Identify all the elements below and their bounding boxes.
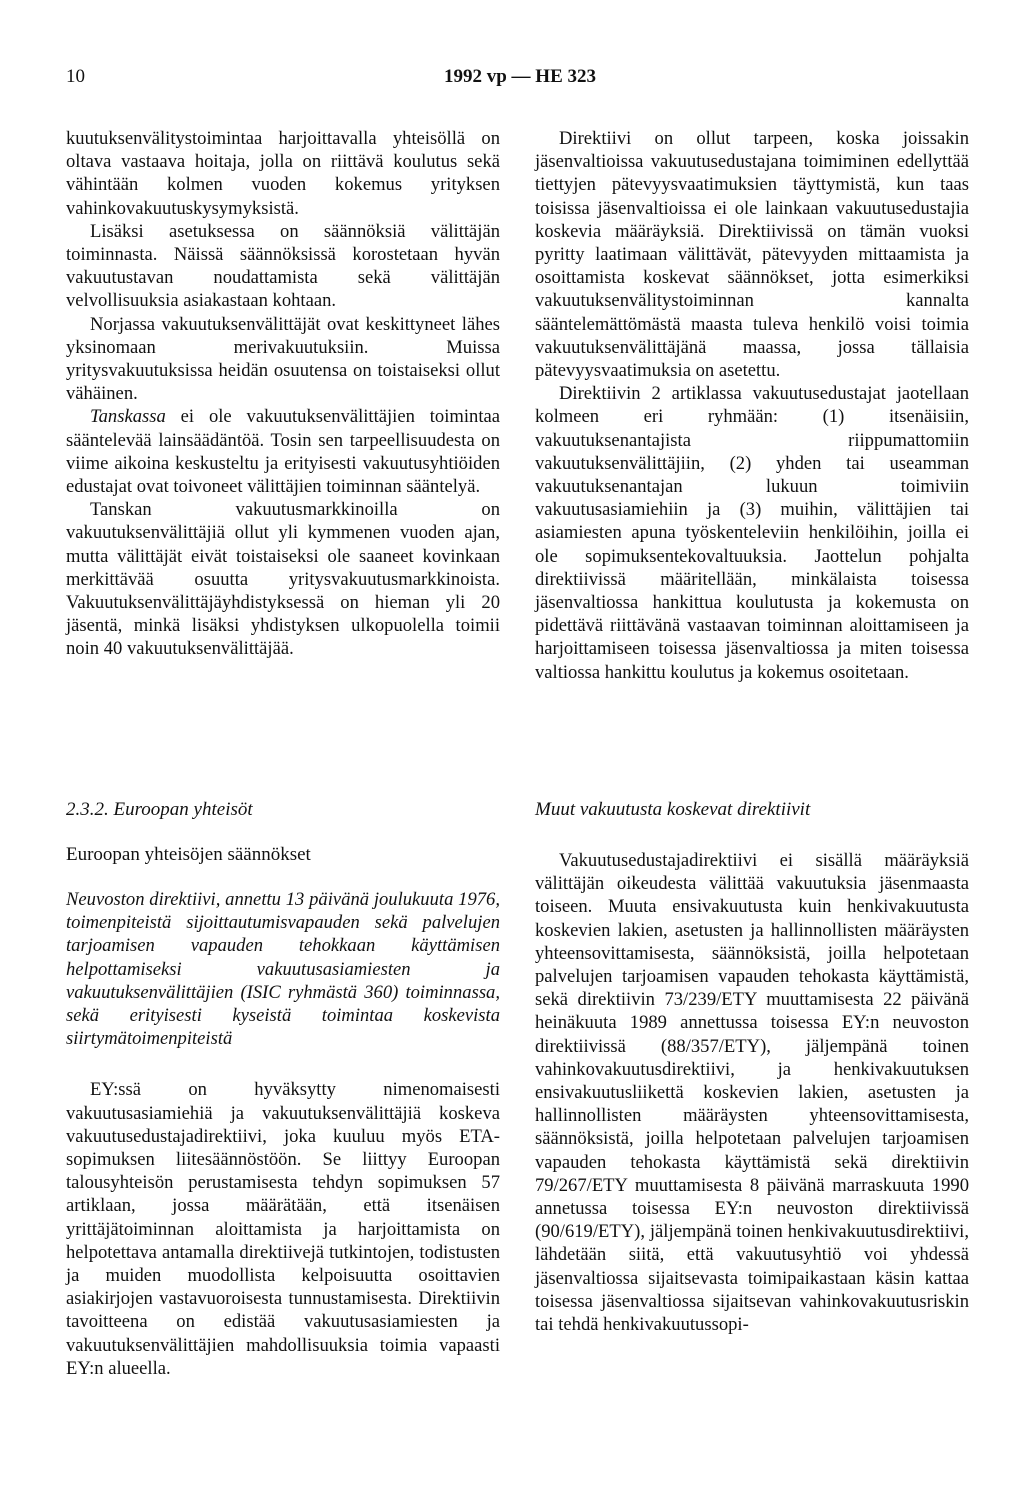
section-heading: 2.3.2. Euroopan yhteisöt: [66, 799, 253, 820]
paragraph: Lisäksi asetuksessa on säännöksiä välittäjän toiminnasta. Näissä säännöksissä korostetaan hyvän vakuutustavan noudattamista sekä välittäjän velvollisuuksia asiakastaan kohtaan.: [66, 220, 500, 312]
paragraph: Vakuutusedustajadirektiivi ei sisällä määräyksiä välittäjän oikeudesta välittää vakuutuksia jäsenmaasta toiseen. Muuta ensivakuutusta kuin henkivakuutusta koskevien lakien, asetusten ja hallinnollisten määräysten yhteensovittamisesta, säännöksistä, joilla helpotetaan palvelujen tarjoamisen vapauden tehokasta käyttämistä, sekä direktiivin 73/239/ETY muuttamisesta 22 päivänä heinäkuuta 1989 annettussa toisessa EY:n neuvoston direktiivissä (88/357/ETY), jäljempänä toinen vahinkovakuutusdirektiivi, ja henkivakuutuksen ensivakuutusliikettä koskevien lakien, asetusten ja hallinnollisten määräysten yhteensovittamisesta, säännöksistä, joilla helpotetaan palvelujen tarjoamisen vapauden tehokasta käyttämistä sekä direktiivin 79/267/ETY muuttamisesta 8 päivänä marraskuuta 1990 annetussa toisessa EY:n neuvoston direktiivissä (90/619/ETY), jäljempänä toinen henkivakuutusdirektiivi, lähdetään siitä, että vakuutusyhtiö voi yhdessä jäsenvaltiossa sijaitsevasta toimipaikastaan käsin kattaa toisessa jäsenvaltiossa sijaitsevan vahinkovakuutusriskin tai tehdä henkivakuutussopi-: [535, 850, 969, 1336]
paragraph: EY:ssä on hyväksytty nimenomaisesti vakuutusasiamiehiä ja vakuutuksenvälittäjiä koskeva vakuutusedustajadirektiivi, joka kuuluu myös ETA-sopimuksen liitesäännöstöön. Se liittyy Euroopan talousyhteisön perustamisesta tehdyn sopimuksen 57 artiklaan, jossa määrätään, että itsenäisen yrittäjätoiminnan aloittamista ja harjoittamista on helpotettava antamalla direktiivejä tutkintojen, todistusten ja muiden muodollista kelpoisuutta osoittavien asiakirjojen vastavuoroisesta tunnustamisesta. Direktiivin tavoitteena on edistää vakuutusasiamiesten ja vakuutuksenvälittäjien mahdollisuuksia toimia vapaasti EY:n alueella.: [66, 1079, 500, 1379]
paragraph: [66, 405, 500, 498]
right-column-bottom: [535, 798, 969, 1336]
page-header: [66, 66, 974, 96]
left-column-bottom: [66, 798, 500, 1380]
paragraph: Norjassa vakuutuksenvälittäjät ovat keskittyneet lähes yksinomaan merivakuutuksiin. Muissa yritysvakuutuksissa heidän osuutensa on toistaiseksi ollut vähäinen.: [66, 313, 500, 405]
paragraph: Tanskan vakuutusmarkkinoilla on vakuutuksenvälittäjiä ollut yli kymmenen vuoden ajan, mutta välittäjät eivät toistaiseksi ole saaneet kovinkaan merkittävää osuutta yritysvakuutusmarkkinoista. Vakuutuksenvälittäjäyhdistyksessä on hieman yli 20 jäsentä, minkä lisäksi yhdistyksen ulkopuolella toimii noin 40 vakuutuksenvälittäjää.: [66, 499, 500, 660]
paragraph-text: ei ole vakuutuksenvälittäjien toimintaa sääntelevää lainsäädäntöä. Tosin sen tarpeellisuudesta on viime aikoina keskusteltu ja erityisesti vakuutusyhtiöiden edustajat ovat toivoneet välittäjien toiminnan sääntelyä.: [66, 406, 500, 498]
paragraph: Direktiivi on ollut tarpeen, koska joissakin jäsenvaltioissa vakuutusedustajana toimiminen edellyttää tiettyjen pätevyysvaatimuksien täyttymistä, kun taas toisissa jäsenvaltioissa ei ole lainkaan vakuutusedustajia koskevia määräyksiä. Direktiivissä on tämän vuoksi pyritty laatimaan välittävät, pätevyyden mittaamista ja osoittamista koskevat säännökset, jotta esimerkiksi vakuutuksenvälitystoiminnan kannalta sääntelemättömästä maasta tuleva henkilö voisi toimia vakuutuksenvälittäjänä maassa, jossa tällaisia pätevyysvaatimuksia on asetettu.: [535, 128, 969, 382]
page-number: 10: [66, 66, 85, 87]
country-name-italic: Tanskassa: [90, 406, 166, 428]
subheading: Euroopan yhteisöjen säännökset: [66, 844, 311, 865]
directive-title: Neuvoston direktiivi, annettu 13 päivänä joulukuuta 1976, toimenpiteistä sijoittautumisvapauden sekä palvelujen tarjoamisen vapauden tehokkaan käyttämisen helpottamiseksi vakuutusasiamiesten ja vakuutuksenvälittäjien (ISIC ryhmästä 360) toiminnassa, sekä erityisesti kyseistä toimintaa koskevista siirtymätoimenpiteistä: [66, 889, 500, 1050]
paragraph: Direktiivin 2 artiklassa vakuutusedustajat jaotellaan kolmeen eri ryhmään: (1) itsenäisiin, vakuutuksenantajista riippumattomiin vakuutuksenvälittäjiin, (2) yhden tai useamman vakuutuksenantajan lukuun toimiviin vakuutusasiamiehiin ja (3) muihin, välittäjien tai asiamiesten apuna työskenteleviin henkilöihin, joilla ei ole sopimuksentekovaltuuksia. Jaottelun pohjalta direktiivissä määritellään, minkälaista toisessa jäsenvaltiossa hankittua koulutusta ja kokemusta on pidettävä riittävänä vastaavan toiminnan aloittamiseen ja harjoittamiseen toisessa jäsenvaltiossa ja miten toisessa valtiossa hankittu koulutus ja kokemus osoitetaan.: [535, 383, 969, 683]
left-column-top: [66, 127, 500, 661]
section-heading: Muut vakuutusta koskevat direktiivit: [535, 799, 811, 820]
paragraph: kuutuksenvälitystoimintaa harjoittavalla yhteisöllä on oltava vastaava hoitaja, jolla on riittävä koulutus sekä vähintään kolmen vuoden kokemus yrityksen vahinkovakuutuskysymyksistä.: [66, 128, 500, 219]
right-column-top: [535, 127, 969, 684]
running-head: 1992 vp — HE 323: [443, 66, 597, 87]
